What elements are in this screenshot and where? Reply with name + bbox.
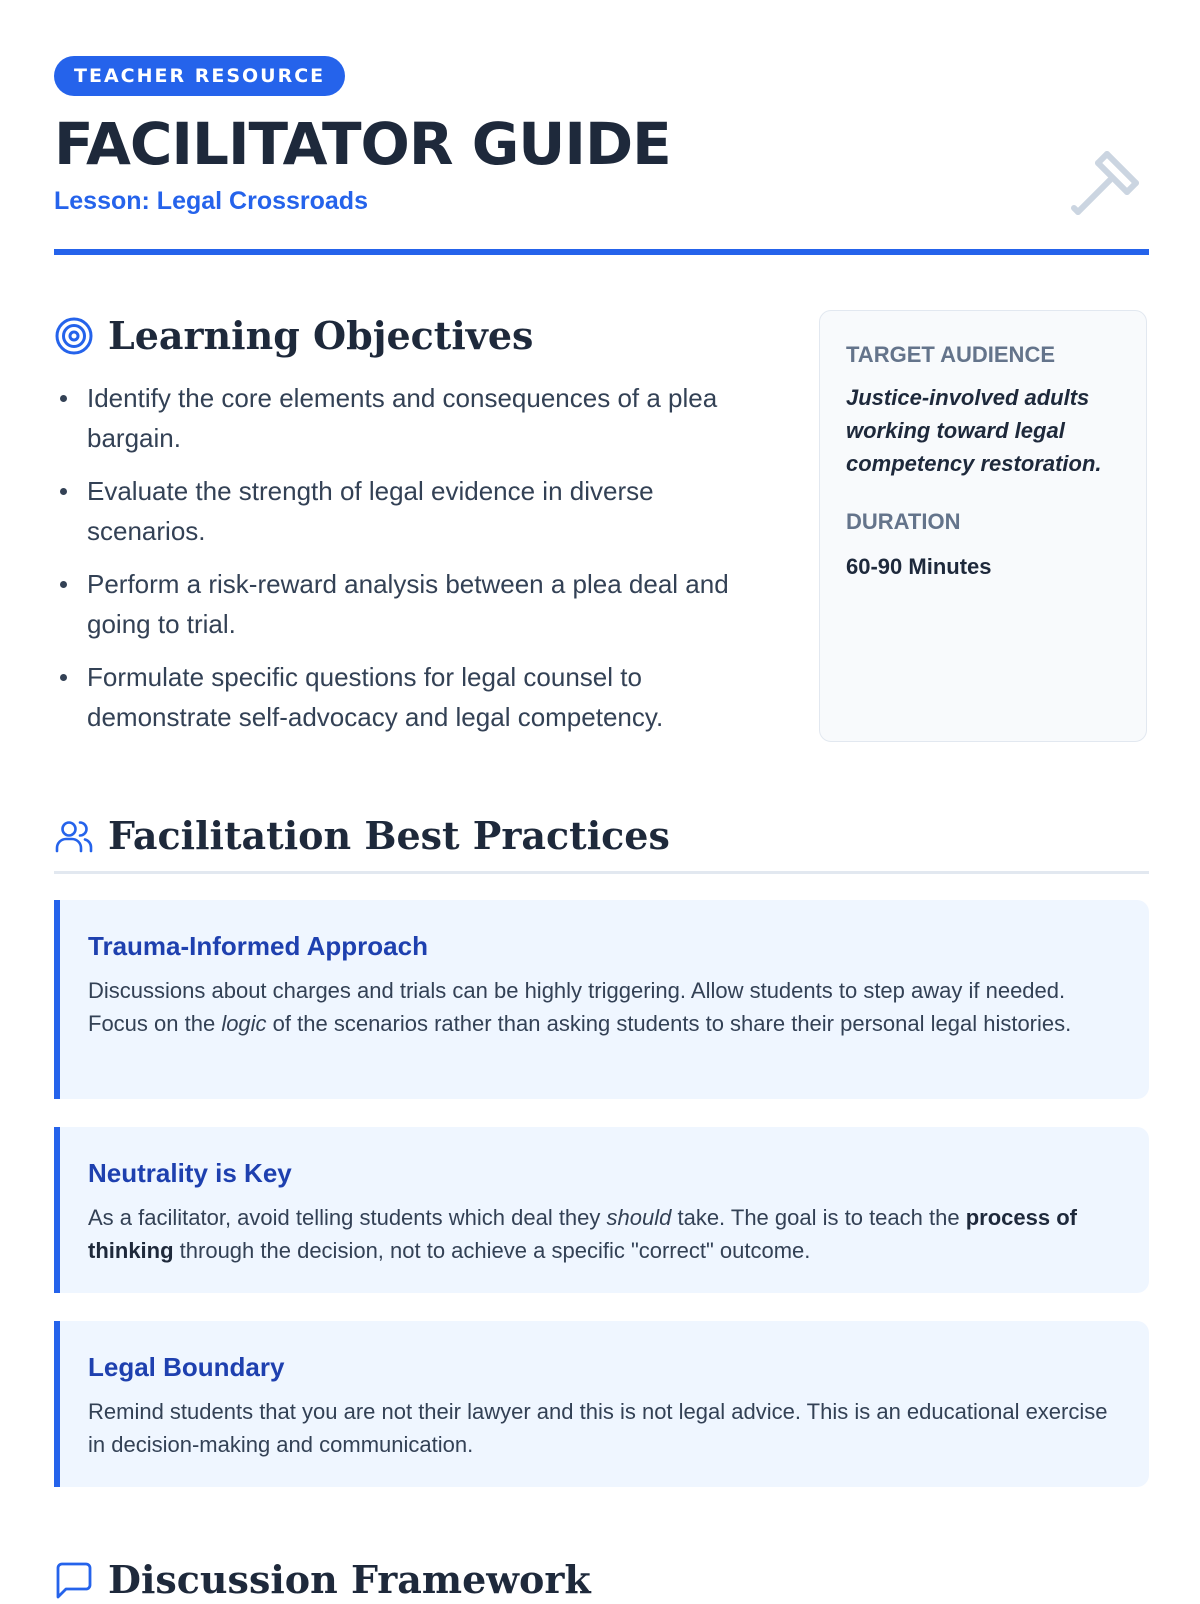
list-item: Identify the core elements and consequences of a plea bargain. xyxy=(54,378,774,458)
card-title: Neutrality is Key xyxy=(88,1158,292,1188)
card-body: Remind students that you are not their lawyer and this is not legal advice. This is an educational exercise in decision-making and communication. xyxy=(88,1399,1108,1457)
header-divider xyxy=(54,249,1149,255)
card-body: Discussions about charges and trials can be highly triggering. Allow students to step away if needed. Focus on the logic of the scenarios rather than asking students to share their personal legal histories. xyxy=(88,978,1072,1036)
teacher-resource-badge: TEACHER RESOURCE xyxy=(54,56,345,96)
practice-card-legal-boundary xyxy=(54,1321,1149,1487)
target-audience-value: Justice-involved adults working toward legal competency restoration. xyxy=(846,385,1102,476)
section-divider xyxy=(54,871,1149,874)
practice-card-trauma-informed xyxy=(54,900,1149,1099)
discussion-framework-heading xyxy=(54,1556,591,1604)
list-item: Perform a risk-reward analysis between a plea deal and going to trial. xyxy=(54,564,774,644)
section-title: Discussion Framework xyxy=(108,1557,591,1602)
learning-objectives-heading xyxy=(54,312,533,360)
card-body: As a facilitator, avoid telling students which deal they should take. The goal is to teach the process of thinking through the decision, not to achieve a specific "correct" outcome. xyxy=(88,1205,1077,1263)
list-item: Formulate specific questions for legal counsel to demonstrate self-advocacy and legal competency. xyxy=(54,657,774,737)
users-icon xyxy=(54,816,94,856)
section-title: Facilitation Best Practices xyxy=(108,813,670,858)
message-square-icon xyxy=(54,1560,94,1600)
target-audience-label: TARGET AUDIENCE xyxy=(846,342,1055,367)
best-practices-heading xyxy=(54,812,670,860)
practice-card-neutrality xyxy=(54,1127,1149,1293)
lesson-info-box xyxy=(819,310,1147,742)
card-title: Legal Boundary xyxy=(88,1352,285,1382)
duration-label: DURATION xyxy=(846,509,961,534)
duration-value: 60-90 Minutes xyxy=(846,554,992,579)
target-icon xyxy=(54,316,94,356)
objectives-list xyxy=(54,378,774,750)
page-title: FACILITATOR GUIDE xyxy=(54,110,671,178)
section-title: Learning Objectives xyxy=(108,313,534,358)
lesson-subtitle: Lesson: Legal Crossroads xyxy=(54,187,368,215)
card-title: Trauma-Informed Approach xyxy=(88,931,428,961)
gavel-icon xyxy=(1066,144,1146,224)
list-item: Evaluate the strength of legal evidence in diverse scenarios. xyxy=(54,471,774,551)
